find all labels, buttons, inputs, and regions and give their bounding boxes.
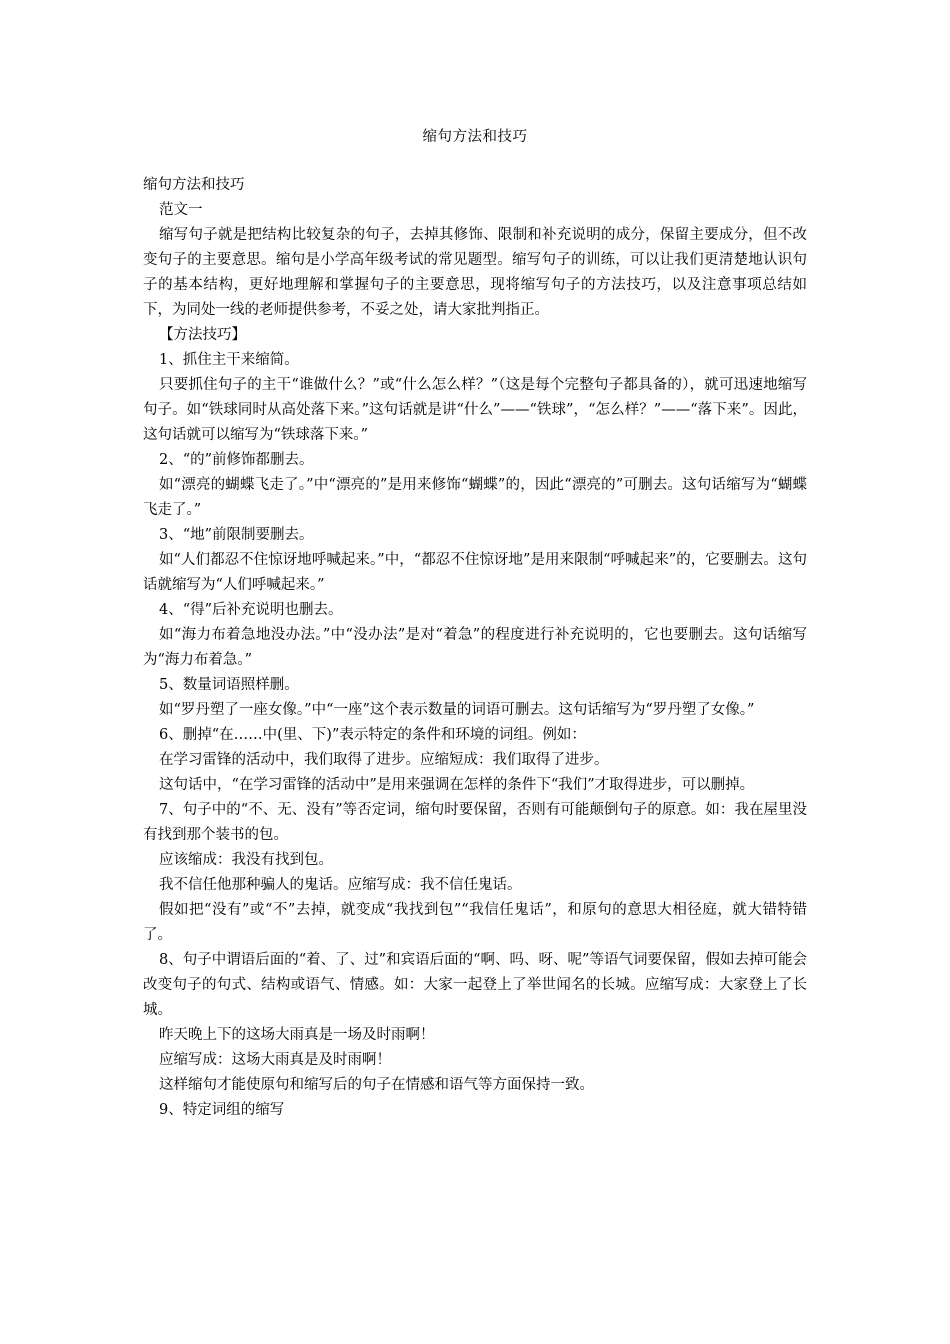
body-heading: 缩句方法和技巧 (143, 177, 245, 193)
paragraph: 4、“得”后补充说明也删去。 (159, 602, 343, 618)
paragraph: 5、数量词语照样删。 (159, 677, 299, 693)
paragraph: 2、“的”前修饰都删去。 (159, 452, 314, 468)
paragraph: 在学习雷锋的活动中，我们取得了进步。应缩短成：我们取得了进步。 (159, 752, 609, 768)
paragraph: 如“罗丹塑了一座女像。”中“一座”这个表示数量的词语可删去。这句话缩写为“罗丹塑了女像。” (159, 702, 755, 718)
paragraph: 9、特定词组的缩写 (159, 1102, 285, 1118)
paragraph: 我不信任他那种骗人的鬼话。应缩写成：我不信任鬼话。 (159, 877, 522, 893)
document-body (143, 173, 807, 1123)
paragraph: 假如把“没有”或“不”去掉，就变成“我找到包”“我信任鬼话”，和原句的意思大相径庭，就大错特错了。 (143, 902, 807, 943)
paragraph: 7、句子中的“不、无、没有”等否定词，缩句时要保留，否则有可能颠倒句子的原意。如：我在屋里没有找到那个装书的包。 (143, 802, 807, 843)
paragraph: 这样缩句才能使原句和缩写后的句子在情感和语气等方面保持一致。 (159, 1077, 594, 1093)
paragraph: 昨天晚上下的这场大雨真是一场及时雨啊！ (159, 1027, 435, 1043)
paragraph: 缩写句子就是把结构比较复杂的句子，去掉其修饰、限制和补充说明的成分，保留主要成分，但不改变句子的主要意思。缩句是小学高年级考试的常见题型。缩写句子的训练，可以让我们更清楚地认识句子的基本结构，更好地理解和掌握句子的主要意思，现将缩写句子的方法技巧，以及注意事项总结如下，为同处一线的老师提供参考，不妥之处，请大家批判指正。 (143, 227, 807, 318)
paragraph: 应该缩成：我没有找到包。 (159, 852, 333, 868)
document-title: 缩句方法和技巧 (422, 129, 528, 145)
paragraph: 【方法技巧】 (159, 327, 246, 343)
paragraph: 3、“地”前限制要删去。 (159, 527, 314, 543)
paragraph: 这句话中，“在学习雷锋的活动中”是用来强调在怎样的条件下“我们”才取得进步，可以删掉。 (159, 777, 755, 793)
paragraph: 1、抓住主干来缩简。 (159, 352, 299, 368)
paragraph: 应缩写成：这场大雨真是及时雨啊！ (159, 1052, 391, 1068)
paragraph: 如“海力布着急地没办法。”中“没办法”是对“着急”的程度进行补充说明的，它也要删去。这句话缩写为“海力布着急。” (143, 627, 807, 668)
paragraph: 6、删掉“在……中(里、下)”表示特定的条件和环境的词组。例如： (159, 727, 586, 743)
paragraph: 8、句子中谓语后面的“着、了、过”和宾语后面的“啊、吗、呀、呢”等语气词要保留，假如去掉可能会改变句子的句式、结构或语气、情感。如：大家一起登上了举世闻名的长城。应缩写成：大家登上了长城。 (143, 952, 807, 1018)
paragraph: 范文一 (159, 202, 203, 218)
paragraph: 如“人们都忍不住惊讶地呼喊起来。”中，“都忍不住惊讶地”是用来限制“呼喊起来”的，它要删去。这句话就缩写为“人们呼喊起来。” (143, 552, 807, 593)
paragraph: 只要抓住句子的主干“谁做什么？”或“什么怎么样？”（这是每个完整句子都具备的），就可迅速地缩写句子。如“铁球同时从高处落下来。”这句话就是讲“什么”——“铁球”，“怎么样？”——“落下来”。因此，这句话就可以缩写为“铁球落下来。” (143, 377, 807, 443)
paragraph: 如“漂亮的蝴蝶飞走了。”中“漂亮的”是用来修饰“蝴蝶”的，因此“漂亮的”可删去。这句话缩写为“蝴蝶飞走了。” (143, 477, 807, 518)
